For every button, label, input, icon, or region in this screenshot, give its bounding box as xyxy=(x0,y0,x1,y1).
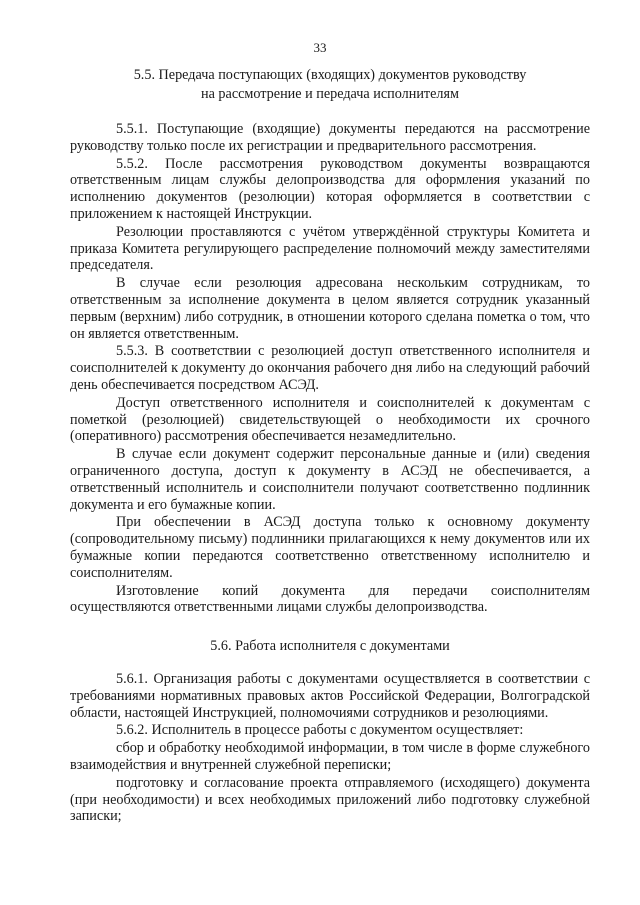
paragraph: При обеспечении в АСЭД доступа только к основному документу (сопроводительному письму) подлинники прилагающихся к нему документов или их бумажные копии передаются соответственно ответственному исполнителю и соисполнителям. xyxy=(70,514,590,581)
section-5-5-body xyxy=(70,121,590,616)
paragraph: 5.5.2. После рассмотрения руководством документы возвращаются ответственным лицам службы делопроизводства для оформления указаний по исполнению документов (резолюции) которая оформляется в соответствии с приложением к настоящей Инструкции. xyxy=(70,155,590,222)
section-5-5-heading-line2: на рассмотрение и передача исполнителям xyxy=(201,85,459,102)
paragraph: Резолюции проставляются с учётом утверждённой структуры Комитета и приказа Комитета регулирующего распределение полномочий между заместителями председателя. xyxy=(70,223,590,274)
paragraph: сбор и обработку необходимой информации, в том числе в форме служебного взаимодействия и внутренней служебной переписки; xyxy=(70,740,590,773)
paragraph: В случае если документ содержит персональные данные и (или) сведения ограниченного доступа, доступ к документу в АСЭД не обеспечивается, а ответственный исполнитель и соисполнители получают соответственно подлинник документа и его бумажные копии. xyxy=(70,446,590,513)
page-number: 33 xyxy=(313,40,327,55)
paragraph: 5.5.1. Поступающие (входящие) документы передаются на рассмотрение руководству только после их регистрации и предварительного рассмотрения. xyxy=(70,121,590,154)
paragraph: подготовку и согласование проекта отправляемого (исходящего) документа (при необходимости) и всех необходимых приложений либо подготовку служебной записки; xyxy=(70,774,590,825)
section-5-5-heading xyxy=(70,66,590,103)
paragraph: Изготовление копий документа для передачи соисполнителям осуществляются ответственными лицами службы делопроизводства. xyxy=(70,582,590,616)
section-5-6-heading: 5.6. Работа исполнителя с документами xyxy=(210,638,450,654)
paragraph: 5.6.2. Исполнитель в процессе работы с документом осуществляет: xyxy=(116,722,524,739)
paragraph: Доступ ответственного исполнителя и соисполнителей к документам с пометкой (резолюцией) свидетельствующей о необходимости их срочного (оперативного) рассмотрения обеспечивается незамедлительно. xyxy=(70,394,590,445)
section-5-6-body xyxy=(70,671,590,825)
paragraph: 5.5.3. В соответствии с резолюцией доступ ответственного исполнителя и соисполнителей к документу до окончания рабочего дня либо на следующий рабочий день обеспечивается посредством АСЭД. xyxy=(70,343,590,393)
section-5-5-heading-line1: 5.5. Передача поступающих (входящих) документов руководству xyxy=(133,67,527,83)
paragraph: 5.6.1. Организация работы с документами осуществляется в соответствии с требованиями нормативных правовых актов Российской Федерации, Волгоградской области, настоящей Инструкцией, полномочиями сотрудников и резолюциями. xyxy=(70,671,590,721)
paragraph: В случае если резолюция адресована нескольким сотрудникам, то ответственным за исполнение документа в целом является сотрудник указанный первым (верхним) либо сотрудник, в отношении которого сделана пометка о том, что он является ответственным. xyxy=(70,275,590,342)
